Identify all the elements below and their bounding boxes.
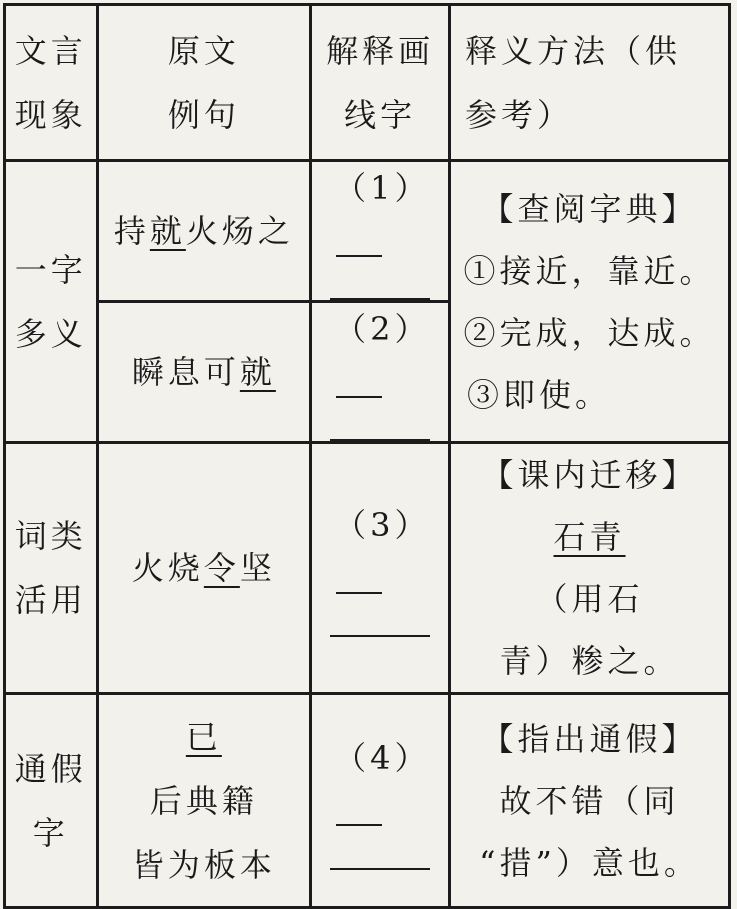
answer-blank-1[interactable]	[336, 229, 382, 257]
answer-cell-4[interactable]: （4）	[311, 694, 450, 908]
row-polysemy-a	[5, 161, 730, 302]
example-sentence-2: 瞬息可就	[97, 302, 310, 443]
phenomenon-interchangeable: 通假 字	[5, 694, 98, 908]
row-word-class	[5, 443, 730, 694]
answer-cell-3[interactable]: （3）	[311, 443, 450, 694]
header-row	[5, 5, 730, 161]
underlined-char: 已	[185, 717, 222, 756]
answer-blank-4[interactable]	[336, 798, 382, 826]
phenomenon-word-class: 词类 活用	[5, 443, 98, 694]
underlined-char: 就	[239, 353, 276, 391]
phenomenon-polysemy: 一字 多义	[5, 161, 98, 443]
example-sentence-1: 持就火炀之	[97, 161, 310, 302]
example-sentence-4: 已 后典籍 皆为板本	[97, 694, 310, 908]
answer-blank-3-line2[interactable]	[330, 633, 430, 637]
worksheet	[3, 3, 731, 884]
answer-blank-1-line2[interactable]	[330, 296, 430, 300]
classical-chinese-table	[3, 3, 731, 909]
answer-blank-2-line2[interactable]	[330, 437, 430, 441]
method-word-class: 【课内迁移】 石青 （用石 青）糁之。	[450, 443, 730, 694]
row-interchangeable	[5, 694, 730, 908]
underlined-char: 令	[203, 549, 240, 587]
answer-blank-3[interactable]	[336, 566, 382, 594]
underlined-char: 就	[149, 212, 186, 250]
header-method: 释义方法（供 参考）	[450, 5, 730, 161]
method-polysemy: 【查阅字典】 ①接近，靠近。 ②完成，达成。 ③即使。	[450, 161, 730, 443]
answer-blank-2[interactable]	[336, 370, 382, 398]
answer-cell-2[interactable]: （2）	[311, 302, 450, 443]
header-explain: 解释画 线字	[311, 5, 450, 161]
method-interchangeable: 【指出通假】 故不错（同 “措”）意也。	[450, 694, 730, 908]
example-sentence-3: 火烧令坚	[97, 443, 310, 694]
header-sentence: 原文 例句	[97, 5, 310, 161]
header-phenomenon: 文言 现象	[5, 5, 98, 161]
answer-blank-4-line2[interactable]	[330, 866, 430, 870]
answer-cell-1[interactable]: （1）	[311, 161, 450, 302]
